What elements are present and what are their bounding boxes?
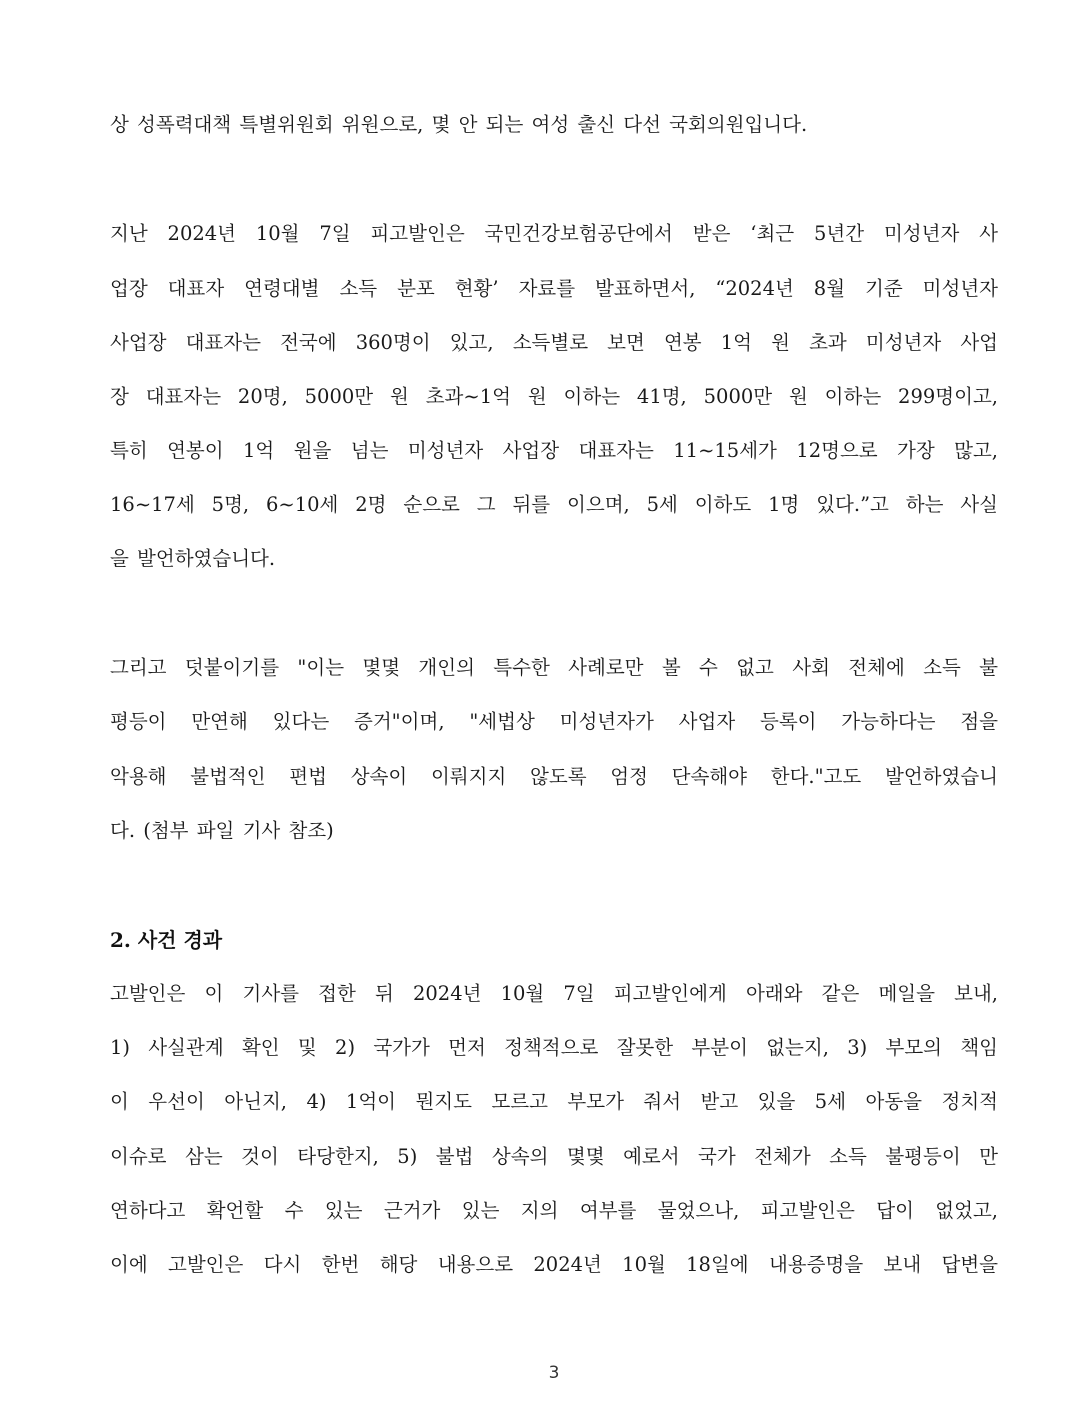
text-line-content: 을 발언하였습니다.: [110, 547, 276, 570]
text-line-content: 장 대표자는 20명, 5000만 원 초과∼1억 원 이하는 41명, 5000만 원 이하는 299명이고,: [110, 385, 998, 408]
text-line: [110, 542, 998, 576]
text-line-content: 업장 대표자 연령대별 소득 분포 현황’ 자료를 발표하면서, “2024년 8월 기준 미성년자: [110, 277, 998, 300]
text-line: [110, 1140, 998, 1174]
text-line: [110, 380, 998, 414]
text-line: [110, 1248, 998, 1282]
text-line-content: 지난 2024년 10월 7일 피고발인은 국민건강보험공단에서 받은 ‘최근 5년간 미성년자 사: [110, 222, 998, 245]
text-line-content: 상 성폭력대책 특별위원회 위원으로, 몇 안 되는 여성 출신 다선 국회의원입니다.: [110, 113, 808, 136]
text-line: [110, 1194, 998, 1228]
text-line-content: 연하다고 확언할 수 있는 근거가 있는 지의 여부를 물었으나, 피고발인은 답이 없었고,: [110, 1199, 998, 1222]
text-line-content: 16∼17세 5명, 6∼10세 2명 순으로 그 뒤를 이으며, 5세 이하도 1명 있다.”고 하는 사실: [110, 493, 998, 516]
text-line-content: 그리고 덧붙이기를 "이는 몇몇 개인의 특수한 사례로만 볼 수 없고 사회 전체에 소득 불: [110, 656, 998, 679]
text-line: [110, 488, 998, 522]
text-line-content: 이에 고발인은 다시 한번 해당 내용으로 2024년 10월 18일에 내용증명을 보내 답변을: [110, 1253, 998, 1276]
text-line: [110, 1031, 998, 1065]
text-line: [110, 326, 998, 360]
text-line-content: 고발인은 이 기사를 접한 뒤 2024년 10월 7일 피고발인에게 아래와 같은 메일을 보내,: [110, 982, 998, 1005]
text-line-content: 사업장 대표자는 전국에 360명이 있고, 소득별로 보면 연봉 1억 원 초과 미성년자 사업: [110, 331, 998, 354]
text-line-content: 이슈로 삼는 것이 타당한지, 5) 불법 상속의 몇몇 예로서 국가 전체가 소득 불평등이 만: [110, 1145, 998, 1168]
text-line: [110, 977, 998, 1011]
text-line: [110, 1085, 998, 1119]
text-line-content: 특히 연봉이 1억 원을 넘는 미성년자 사업장 대표자는 11∼15세가 12명으로 가장 많고,: [110, 439, 998, 462]
text-line-content: 악용해 불법적인 편법 상속이 이뤄지지 않도록 엄정 단속해야 한다."고도 발언하였습니: [110, 765, 998, 788]
text-line-content: 다. (첨부 파일 기사 참조): [110, 819, 334, 842]
text-line-content: 이 우선이 아닌지, 4) 1억이 뭔지도 모르고 부모가 줘서 받고 있을 5세 아동을 정치적: [110, 1090, 998, 1113]
text-line: [110, 108, 998, 142]
text-line: [110, 760, 998, 794]
text-line: [110, 651, 998, 685]
text-line: [110, 217, 998, 251]
text-line: [110, 705, 998, 739]
text-line-content: 1) 사실관계 확인 및 2) 국가가 먼저 정책적으로 잘못한 부분이 없는지, 3) 부모의 책임: [110, 1036, 998, 1059]
text-line: [110, 814, 998, 848]
text-line: [110, 272, 998, 306]
page-number: 3: [548, 1363, 560, 1383]
section-heading: 2. 사건 경과: [110, 928, 223, 952]
text-line: [110, 434, 998, 468]
text-line-content: 평등이 만연해 있다는 증거"이며, "세법상 미성년자가 사업자 등록이 가능하다는 점을: [110, 710, 998, 733]
